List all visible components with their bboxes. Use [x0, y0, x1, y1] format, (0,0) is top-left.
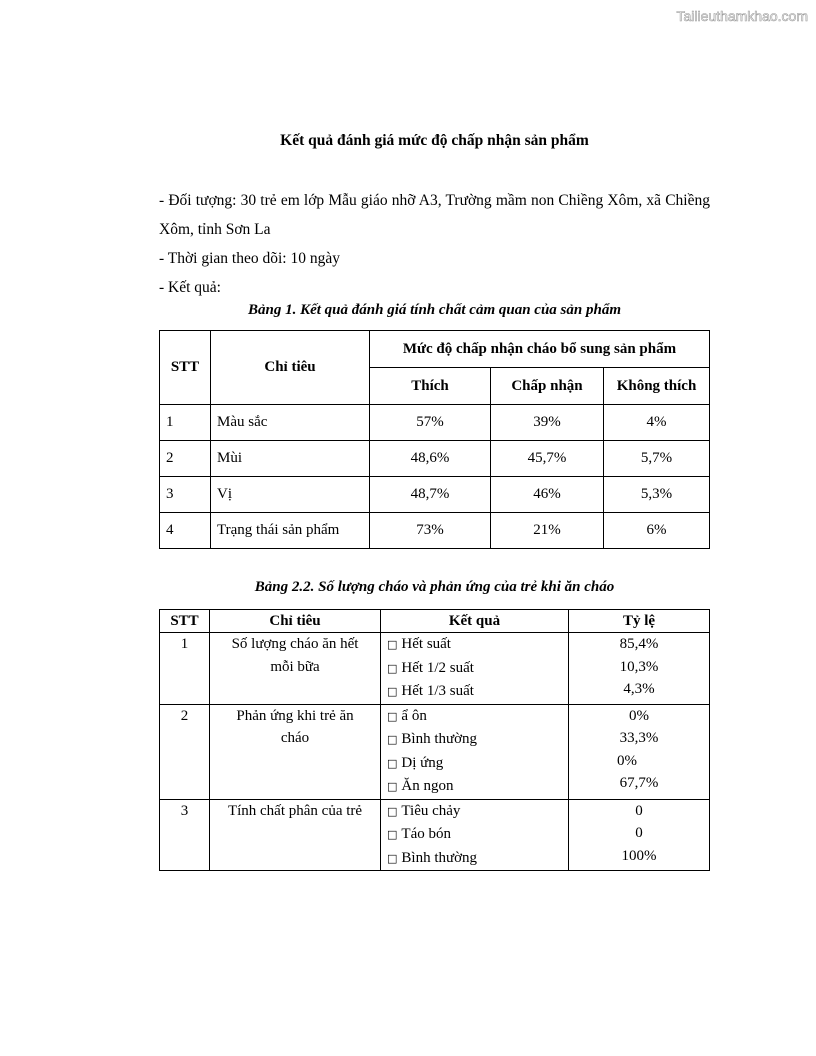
table2-cell-results	[381, 633, 569, 705]
table2-cell-rates	[569, 704, 710, 799]
table1-header-like: Thích	[370, 368, 491, 405]
result-option-label: Ăn ngon	[401, 778, 454, 794]
table2-header-result: Kết quả	[381, 610, 569, 633]
table2-name-line: mỗi bữa	[270, 658, 320, 675]
rate-value: 85,4%	[619, 636, 659, 652]
checkbox-icon: □	[387, 851, 398, 865]
table-row	[160, 513, 710, 549]
table1-cell-accept: 46%	[491, 477, 604, 513]
subjects-paragraph: - Đối tượng: 30 trẻ em lớp Mẫu giáo nhỡ A3, Trường mầm non Chiềng Xôm, xã Chiềng Xôm, tỉnh Sơn La	[159, 192, 710, 238]
rate-value: 33,3%	[619, 730, 659, 746]
table1-cell-dislike: 6%	[604, 513, 710, 549]
table2-header-criterion: Chỉ tiêu	[210, 610, 381, 633]
table2-header-rate: Tỷ lệ	[569, 610, 710, 633]
table1-cell-stt: 2	[160, 441, 211, 477]
table1-cell-name: Vị	[211, 477, 370, 513]
checkbox-icon: □	[387, 661, 398, 675]
result-option	[387, 752, 568, 776]
result-option	[387, 680, 568, 704]
table1-cell-stt: 4	[160, 513, 211, 549]
result-option-label: Hết suất	[401, 636, 451, 652]
watermark: Tailieuthamkhao.com	[676, 8, 808, 24]
table2-cell-rates	[569, 633, 710, 705]
table2-cell-stt: 1	[160, 633, 210, 705]
rate-value: 67,7%	[619, 775, 659, 791]
table1-cell-accept: 45,7%	[491, 441, 604, 477]
checkbox-icon: □	[387, 828, 398, 841]
duration-paragraph: - Thời gian theo dõi: 10 ngày	[159, 250, 340, 267]
table2-cell-results	[381, 704, 569, 799]
table1-cell-dislike: 4%	[604, 405, 710, 441]
sensory-evaluation-table	[159, 330, 710, 549]
rate-value: 0	[635, 802, 643, 819]
table1-cell-dislike: 5,7%	[604, 441, 710, 477]
table2-cell-name	[210, 704, 381, 799]
table1-header-accept: Chấp nhận	[491, 368, 604, 405]
result-option-label: Tiêu chảy	[401, 802, 461, 819]
result-option	[387, 728, 568, 752]
table-row	[160, 405, 710, 441]
table2-name-line: cháo	[280, 730, 310, 746]
checkbox-icon: □	[387, 756, 398, 770]
rate-value: 4,3%	[623, 681, 655, 697]
rate-value: 0%	[629, 707, 649, 724]
checkbox-icon: □	[387, 638, 398, 651]
table1-caption: Bảng 1. Kết quả đánh giá tính chất cảm quan của sản phẩm	[247, 302, 621, 318]
table1-cell-accept: 39%	[491, 405, 604, 441]
table2-name-line: Tính chất phân của trẻ	[227, 802, 363, 819]
table-row	[160, 441, 710, 477]
result-option	[387, 800, 568, 824]
rate-value: 100%	[621, 847, 657, 864]
result-option-label: Hết 1/2 suất	[401, 659, 474, 676]
result-option	[387, 633, 568, 657]
checkbox-icon: □	[387, 780, 398, 793]
rate-value: 0	[635, 825, 643, 841]
result-option	[387, 705, 568, 729]
table2-cell-stt: 2	[160, 704, 210, 799]
table-row	[160, 477, 710, 513]
checkbox-icon: □	[387, 685, 398, 698]
table1-cell-like: 57%	[370, 405, 491, 441]
rate-value: 10,3%	[619, 658, 659, 675]
results-paragraph: - Kết quả:	[159, 279, 221, 296]
result-option	[387, 823, 568, 847]
table2-cell-stt: 3	[160, 799, 210, 871]
porridge-intake-table	[159, 609, 710, 871]
table-row	[160, 633, 710, 705]
table2-cell-name	[210, 633, 381, 705]
table2-name-line: Phản ứng khi trẻ ăn	[236, 707, 354, 724]
table1-header-group: Mức độ chấp nhận cháo bổ sung sản phẩm	[370, 331, 710, 368]
table1-header-criterion: Chỉ tiêu	[211, 331, 370, 405]
result-option-label: Táo bón	[401, 826, 451, 842]
table1-cell-like: 48,6%	[370, 441, 491, 477]
table2-cell-name	[210, 799, 381, 871]
table1-cell-stt: 1	[160, 405, 211, 441]
table1-cell-stt: 3	[160, 477, 211, 513]
table2-caption: Bảng 2.2. Số lượng cháo và phản ứng của trẻ khi ăn cháo	[254, 579, 615, 595]
rate-value: 0%	[617, 752, 637, 769]
table2-cell-rates	[569, 799, 710, 871]
table1-cell-name: Mùi	[211, 441, 370, 477]
result-option	[387, 657, 568, 681]
result-option-label: Hết 1/3 suất	[401, 683, 474, 699]
table2-name-line: Số lượng cháo ăn hết	[231, 636, 359, 652]
table1-cell-like: 48,7%	[370, 477, 491, 513]
result-option-label: Dị ứng	[401, 754, 444, 771]
table2-header-stt: STT	[160, 610, 210, 633]
page-title: Kết quả đánh giá mức độ chấp nhận sản phẩm	[280, 132, 589, 149]
table1-cell-dislike: 5,3%	[604, 477, 710, 513]
checkbox-icon: □	[387, 804, 398, 818]
result-option-label: Bình thường	[401, 731, 478, 747]
table1-cell-like: 73%	[370, 513, 491, 549]
checkbox-icon: □	[387, 733, 398, 746]
checkbox-icon: □	[387, 709, 398, 723]
result-option	[387, 847, 568, 871]
table1-header-dislike: Không thích	[604, 368, 710, 405]
result-option	[387, 775, 568, 799]
result-option-label: ẩ ôn	[401, 707, 427, 724]
table-row	[160, 799, 710, 871]
result-option-label: Bình thường	[401, 849, 478, 866]
table2-cell-results	[381, 799, 569, 871]
table1-cell-name: Màu sắc	[211, 405, 370, 441]
table1-cell-name: Trạng thái sản phẩm	[211, 513, 370, 549]
table1-cell-accept: 21%	[491, 513, 604, 549]
table-row	[160, 704, 710, 799]
table1-header-stt: STT	[160, 331, 211, 405]
